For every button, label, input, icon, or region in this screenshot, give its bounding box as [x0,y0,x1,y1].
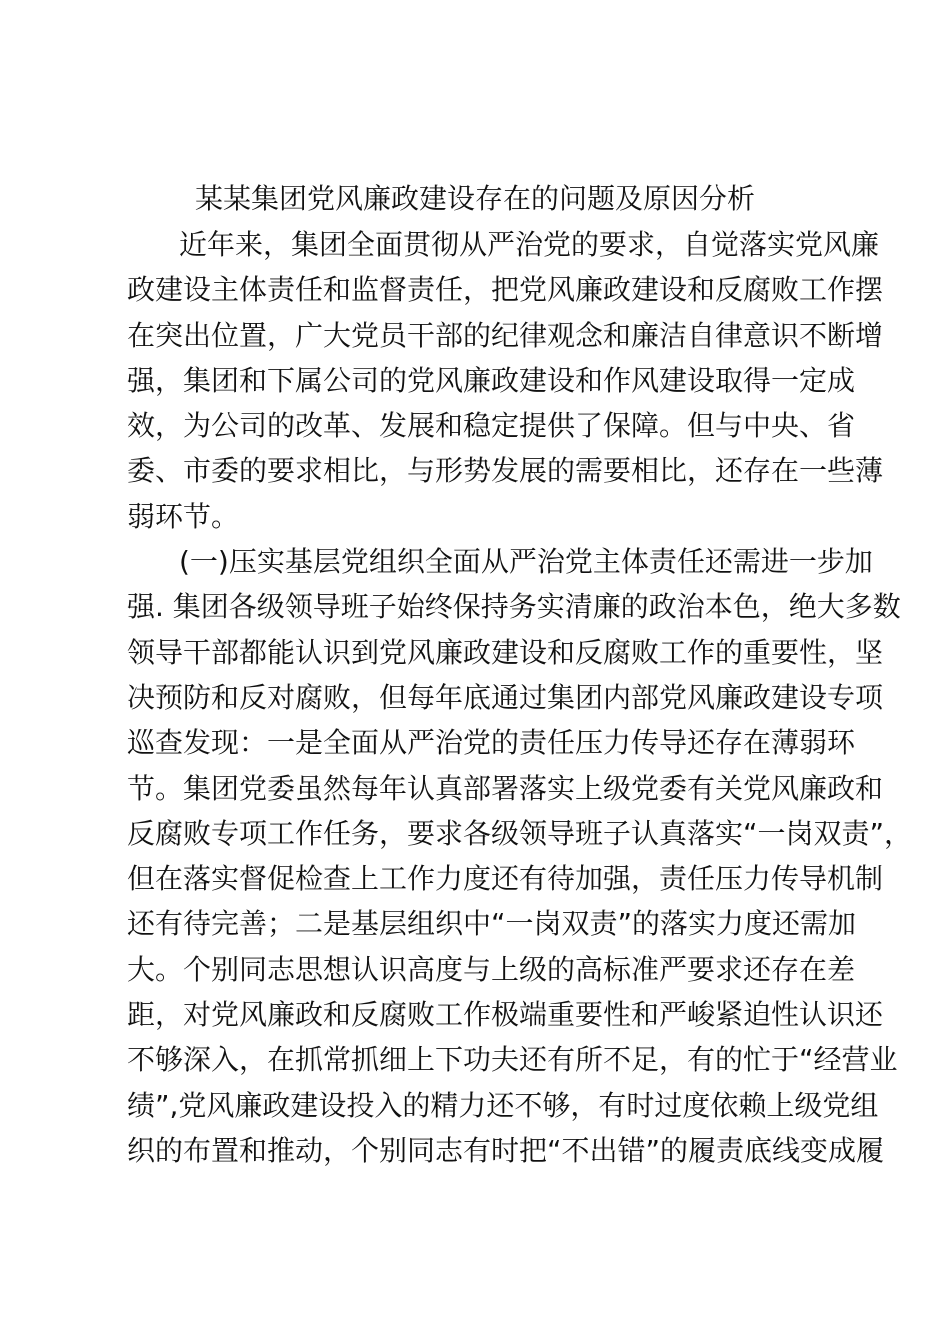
paragraph-line: 大。个别同志思想认识高度与上级的高标准严要求还存在差 [127,952,856,986]
paragraph-line: 织的布置和推动，个别同志有时把“不出错”的履责底线变成履 [127,1133,885,1167]
paragraph-line: 近年来，集团全面贯彻从严治党的要求，自觉落实党风廉 [179,228,880,261]
paragraph-line: 领导干部都能认识到党风廉政建设和反腐败工作的重要性，坚 [127,635,884,669]
paragraph-line: 弱环节。 [127,499,240,533]
paragraph-line: 节。集团党委虽然每年认真部署落实上级党委有关党风廉政和 [127,771,884,805]
paragraph-line: 委、市委的要求相比，与形势发展的需要相比，还存在一些薄 [127,454,884,488]
paragraph-line: 强. 集团各级领导班子始终保持务实清廉的政治本色，绝大多数 [127,590,901,624]
paragraph-line: 反腐败专项工作任务，要求各级领导班子认真落实“一岗双责”， [127,816,913,850]
paragraph-line: 绩”,党风廉政建设投入的精力还不够，有时过度依赖上级党组 [127,1088,879,1122]
paragraph-line: 强，集团和下属公司的党风廉政建设和作风建设取得一定成 [127,363,856,397]
paragraph-line: 决预防和反对腐败，但每年底通过集团内部党风廉政建设专项 [127,680,884,714]
paragraph-line: 效，为公司的改革、发展和稳定提供了保障。但与中央、省 [127,409,856,443]
paragraph-line: 巡查发现：一是全面从严治党的责任压力传导还存在薄弱环 [127,726,856,760]
paragraph-line: 在突出位置，广大党员干部的纪律观念和廉洁自律意识不断增 [127,318,884,352]
paragraph-line: (一)压实基层党组织全面从严治党主体责任还需进一步加 [179,545,873,579]
paragraph-line: 不够深入，在抓常抓细上下功夫还有所不足，有的忙于“经营业 [127,1043,898,1077]
paragraph-line: 还有待完善；二是基层组织中“一岗双责”的落实力度还需加 [127,907,857,941]
document-title: 某某集团党风廉政建设存在的问题及原因分析 [194,182,755,215]
paragraph-line: 但在落实督促检查上工作力度还有待加强，责任压力传导机制 [127,862,884,896]
paragraph-line: 距，对党风廉政和反腐败工作极端重要性和严峻紧迫性认识还 [127,998,884,1032]
document-body [127,222,913,1173]
paragraph-line: 政建设主体责任和监督责任，把党风廉政建设和反腐败工作摆 [127,273,884,307]
